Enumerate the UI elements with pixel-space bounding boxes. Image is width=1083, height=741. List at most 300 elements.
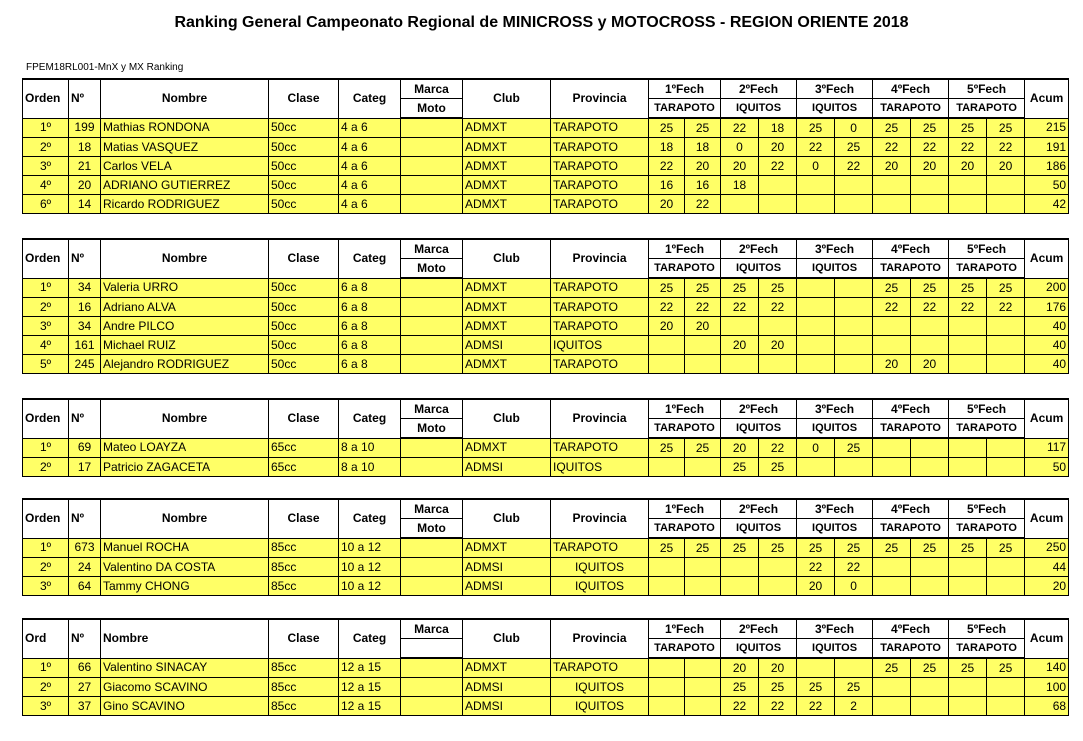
- header-orden: Orden: [23, 79, 69, 118]
- cell-points: 18: [759, 118, 797, 138]
- header-f2: 2ºFech: [721, 239, 797, 259]
- cell-club: ADMXT: [463, 317, 551, 336]
- cell-points: 20: [873, 355, 911, 374]
- header-f1loc: TARAPOTO: [649, 519, 721, 539]
- cell-club: ADMXT: [463, 157, 551, 176]
- cell-acum: 20: [1025, 577, 1069, 596]
- cell-clase: 50cc: [269, 176, 339, 195]
- cell-number: 20: [69, 176, 101, 195]
- cell-points: 25: [649, 538, 685, 558]
- cell-club: ADMSI: [463, 336, 551, 355]
- cell-categ: 4 a 6: [339, 195, 401, 214]
- cell-points: [759, 195, 797, 214]
- cell-provincia: TARAPOTO: [551, 355, 649, 374]
- cell-position: 6º: [23, 195, 69, 214]
- header-orden: Orden: [23, 499, 69, 538]
- table-row: [23, 298, 1069, 317]
- cell-points: [987, 336, 1025, 355]
- header-marca: Marca: [401, 79, 463, 99]
- header-f3: 3ºFech: [797, 499, 873, 519]
- header-f2loc: IQUITOS: [721, 519, 797, 539]
- cell-points: 18: [649, 138, 685, 157]
- header-categ: Categ: [339, 239, 401, 278]
- header-f5: 5ºFech: [949, 619, 1025, 639]
- cell-points: [835, 278, 873, 298]
- cell-position: 3º: [23, 317, 69, 336]
- header-marca: Marca: [401, 619, 463, 639]
- table-row: [23, 157, 1069, 176]
- header-nombre: Nombre: [101, 399, 269, 438]
- header-f1: 1ºFech: [649, 499, 721, 519]
- cell-points: 25: [759, 278, 797, 298]
- cell-number: 34: [69, 317, 101, 336]
- cell-clase: 50cc: [269, 278, 339, 298]
- table-row: [23, 577, 1069, 596]
- cell-points: 20: [759, 138, 797, 157]
- cell-points: 20: [911, 157, 949, 176]
- cell-points: [949, 195, 987, 214]
- cell-categ: 10 a 12: [339, 577, 401, 596]
- cell-marca: [401, 118, 463, 138]
- cell-points: 25: [685, 118, 721, 138]
- cell-clase: 85cc: [269, 538, 339, 558]
- header-provincia: Provincia: [551, 239, 649, 278]
- cell-marca: [401, 658, 463, 678]
- cell-points: [759, 355, 797, 374]
- header-f4loc: TARAPOTO: [873, 419, 949, 439]
- header-f5: 5ºFech: [949, 79, 1025, 99]
- header-f4: 4ºFech: [873, 79, 949, 99]
- header-f4loc: TARAPOTO: [873, 639, 949, 659]
- cell-acum: 40: [1025, 355, 1069, 374]
- cell-club: ADMSI: [463, 697, 551, 716]
- cell-points: 25: [835, 138, 873, 157]
- cell-acum: 100: [1025, 678, 1069, 697]
- cell-club: ADMXT: [463, 658, 551, 678]
- header-f2: 2ºFech: [721, 399, 797, 419]
- header-nombre: Nombre: [101, 239, 269, 278]
- cell-club: ADMSI: [463, 678, 551, 697]
- header-row: [23, 619, 1069, 639]
- cell-points: 22: [649, 298, 685, 317]
- header-row: [23, 499, 1069, 519]
- cell-clase: 65cc: [269, 458, 339, 477]
- cell-points: 25: [759, 458, 797, 477]
- ranking-table: [22, 78, 1069, 214]
- cell-points: 20: [649, 195, 685, 214]
- cell-provincia: TARAPOTO: [551, 538, 649, 558]
- cell-points: 25: [685, 278, 721, 298]
- header-f4loc: TARAPOTO: [873, 519, 949, 539]
- cell-categ: 10 a 12: [339, 538, 401, 558]
- header-f2loc: IQUITOS: [721, 99, 797, 119]
- cell-provincia: IQUITOS: [551, 458, 649, 477]
- cell-provincia: TARAPOTO: [551, 118, 649, 138]
- cell-points: 22: [873, 138, 911, 157]
- cell-number: 18: [69, 138, 101, 157]
- cell-points: [911, 336, 949, 355]
- header-f2loc: IQUITOS: [721, 639, 797, 659]
- cell-categ: 4 a 6: [339, 157, 401, 176]
- cell-points: 25: [873, 278, 911, 298]
- cell-points: 22: [987, 138, 1025, 157]
- cell-provincia: TARAPOTO: [551, 176, 649, 195]
- cell-number: 245: [69, 355, 101, 374]
- header-orden: Orden: [23, 399, 69, 438]
- cell-provincia: TARAPOTO: [551, 157, 649, 176]
- header-f2: 2ºFech: [721, 79, 797, 99]
- cell-marca: [401, 298, 463, 317]
- cell-name: Adriano ALVA: [101, 298, 269, 317]
- cell-points: [685, 355, 721, 374]
- cell-clase: 85cc: [269, 658, 339, 678]
- cell-points: [759, 577, 797, 596]
- cell-points: [685, 658, 721, 678]
- cell-points: [721, 317, 759, 336]
- cell-name: Andre PILCO: [101, 317, 269, 336]
- cell-points: 25: [797, 118, 835, 138]
- cell-name: Gino SCAVINO: [101, 697, 269, 716]
- cell-acum: 200: [1025, 278, 1069, 298]
- cell-points: 25: [759, 538, 797, 558]
- cell-acum: 215: [1025, 118, 1069, 138]
- cell-points: 20: [873, 157, 911, 176]
- header-f3loc: IQUITOS: [797, 519, 873, 539]
- cell-name: Mathias RONDONA: [101, 118, 269, 138]
- cell-points: [797, 176, 835, 195]
- header-provincia: Provincia: [551, 79, 649, 118]
- cell-points: 25: [987, 278, 1025, 298]
- cell-number: 673: [69, 538, 101, 558]
- header-marca: Marca: [401, 499, 463, 519]
- cell-points: 0: [835, 577, 873, 596]
- cell-marca: [401, 317, 463, 336]
- cell-points: [949, 558, 987, 577]
- cell-marca: [401, 577, 463, 596]
- cell-points: 25: [649, 278, 685, 298]
- ranking-table: [22, 498, 1069, 596]
- cell-position: 2º: [23, 558, 69, 577]
- table-row: [23, 458, 1069, 477]
- header-f5: 5ºFech: [949, 499, 1025, 519]
- header-acum: Acum: [1025, 239, 1069, 278]
- cell-points: 25: [721, 278, 759, 298]
- header-f2: 2ºFech: [721, 619, 797, 639]
- cell-points: 18: [721, 176, 759, 195]
- ranking-table: [22, 238, 1069, 374]
- cell-position: 3º: [23, 697, 69, 716]
- cell-provincia: IQUITOS: [551, 678, 649, 697]
- cell-points: 25: [797, 538, 835, 558]
- cell-points: [721, 577, 759, 596]
- cell-clase: 50cc: [269, 138, 339, 157]
- cell-clase: 50cc: [269, 118, 339, 138]
- header-club: Club: [463, 499, 551, 538]
- cell-points: [649, 336, 685, 355]
- cell-clase: 65cc: [269, 438, 339, 458]
- header-f4: 4ºFech: [873, 619, 949, 639]
- header-number: Nº: [69, 499, 101, 538]
- cell-points: 20: [685, 317, 721, 336]
- cell-points: [873, 697, 911, 716]
- cell-categ: 6 a 8: [339, 298, 401, 317]
- header-moto: Moto: [401, 419, 463, 439]
- header-f4: 4ºFech: [873, 399, 949, 419]
- cell-club: ADMXT: [463, 298, 551, 317]
- cell-points: [911, 458, 949, 477]
- cell-points: 20: [721, 157, 759, 176]
- cell-points: [835, 658, 873, 678]
- cell-points: [649, 458, 685, 477]
- cell-points: 25: [949, 118, 987, 138]
- cell-points: 22: [721, 298, 759, 317]
- cell-points: 25: [987, 118, 1025, 138]
- cell-points: 25: [949, 538, 987, 558]
- cell-points: [759, 558, 797, 577]
- cell-points: [649, 355, 685, 374]
- cell-points: [759, 317, 797, 336]
- cell-points: 18: [685, 138, 721, 157]
- cell-provincia: IQUITOS: [551, 577, 649, 596]
- cell-categ: 4 a 6: [339, 138, 401, 157]
- cell-acum: 50: [1025, 458, 1069, 477]
- table-row: [23, 195, 1069, 214]
- cell-marca: [401, 538, 463, 558]
- cell-acum: 176: [1025, 298, 1069, 317]
- cell-provincia: TARAPOTO: [551, 195, 649, 214]
- cell-points: 22: [911, 298, 949, 317]
- header-marca: Marca: [401, 399, 463, 419]
- header-provincia: Provincia: [551, 399, 649, 438]
- cell-points: [797, 355, 835, 374]
- header-f5loc: TARAPOTO: [949, 639, 1025, 659]
- cell-points: [911, 697, 949, 716]
- cell-points: [873, 336, 911, 355]
- cell-points: [987, 558, 1025, 577]
- cell-points: 25: [835, 538, 873, 558]
- cell-clase: 50cc: [269, 336, 339, 355]
- cell-points: [987, 176, 1025, 195]
- cell-points: 25: [987, 658, 1025, 678]
- cell-name: Carlos VELA: [101, 157, 269, 176]
- cell-number: 17: [69, 458, 101, 477]
- header-f3loc: IQUITOS: [797, 639, 873, 659]
- cell-points: [835, 195, 873, 214]
- header-f3: 3ºFech: [797, 399, 873, 419]
- cell-points: [987, 697, 1025, 716]
- cell-position: 1º: [23, 658, 69, 678]
- cell-marca: [401, 678, 463, 697]
- header-acum: Acum: [1025, 499, 1069, 538]
- cell-name: Ricardo RODRIGUEZ: [101, 195, 269, 214]
- header-f5: 5ºFech: [949, 399, 1025, 419]
- cell-marca: [401, 697, 463, 716]
- table-row: [23, 538, 1069, 558]
- table-row: [23, 355, 1069, 374]
- ranking-table: [22, 398, 1069, 477]
- cell-points: 22: [759, 697, 797, 716]
- cell-points: 25: [649, 118, 685, 138]
- cell-points: 22: [873, 298, 911, 317]
- cell-points: [873, 176, 911, 195]
- header-acum: Acum: [1025, 399, 1069, 438]
- cell-provincia: TARAPOTO: [551, 317, 649, 336]
- cell-provincia: TARAPOTO: [551, 298, 649, 317]
- cell-name: Valentino SINACAY: [101, 658, 269, 678]
- table-row: [23, 438, 1069, 458]
- cell-marca: [401, 458, 463, 477]
- cell-points: [797, 458, 835, 477]
- header-provincia: Provincia: [551, 619, 649, 658]
- header-f1: 1ºFech: [649, 619, 721, 639]
- header-clase: Clase: [269, 79, 339, 118]
- header-row: [23, 239, 1069, 259]
- cell-points: 25: [721, 538, 759, 558]
- cell-points: [835, 317, 873, 336]
- cell-points: 25: [649, 438, 685, 458]
- cell-points: [949, 438, 987, 458]
- cell-clase: 50cc: [269, 317, 339, 336]
- table-row: [23, 138, 1069, 157]
- cell-points: [685, 577, 721, 596]
- header-row: [23, 79, 1069, 99]
- header-f2loc: IQUITOS: [721, 419, 797, 439]
- cell-number: 24: [69, 558, 101, 577]
- cell-categ: 12 a 15: [339, 658, 401, 678]
- cell-points: 20: [987, 157, 1025, 176]
- cell-points: [649, 697, 685, 716]
- cell-points: [873, 317, 911, 336]
- table-row: [23, 558, 1069, 577]
- cell-number: 27: [69, 678, 101, 697]
- table-row: [23, 176, 1069, 195]
- cell-points: [649, 577, 685, 596]
- cell-marca: [401, 176, 463, 195]
- cell-points: [797, 195, 835, 214]
- header-f3: 3ºFech: [797, 619, 873, 639]
- cell-points: 2: [835, 697, 873, 716]
- cell-points: 22: [685, 298, 721, 317]
- cell-provincia: IQUITOS: [551, 336, 649, 355]
- header-f1loc: TARAPOTO: [649, 259, 721, 279]
- table-row: [23, 697, 1069, 716]
- cell-acum: 117: [1025, 438, 1069, 458]
- cell-marca: [401, 355, 463, 374]
- cell-clase: 50cc: [269, 195, 339, 214]
- header-acum: Acum: [1025, 619, 1069, 658]
- cell-points: [835, 298, 873, 317]
- cell-points: 25: [835, 678, 873, 697]
- cell-points: 20: [649, 317, 685, 336]
- cell-points: [911, 317, 949, 336]
- header-acum: Acum: [1025, 79, 1069, 118]
- cell-number: 21: [69, 157, 101, 176]
- cell-acum: 140: [1025, 658, 1069, 678]
- cell-points: 25: [721, 678, 759, 697]
- cell-points: 22: [835, 558, 873, 577]
- cell-points: [797, 278, 835, 298]
- cell-points: [873, 558, 911, 577]
- header-club: Club: [463, 79, 551, 118]
- cell-points: 20: [797, 577, 835, 596]
- cell-points: [911, 438, 949, 458]
- table-row: [23, 658, 1069, 678]
- cell-points: 22: [797, 138, 835, 157]
- cell-marca: [401, 157, 463, 176]
- header-orden: Orden: [23, 239, 69, 278]
- cell-name: Patricio ZAGACETA: [101, 458, 269, 477]
- cell-position: 2º: [23, 298, 69, 317]
- cell-points: [911, 678, 949, 697]
- header-nombre: Nombre: [101, 79, 269, 118]
- header-f3loc: IQUITOS: [797, 99, 873, 119]
- cell-points: 25: [759, 678, 797, 697]
- header-f5loc: TARAPOTO: [949, 259, 1025, 279]
- cell-points: [685, 458, 721, 477]
- cell-points: 25: [873, 658, 911, 678]
- header-f1loc: TARAPOTO: [649, 99, 721, 119]
- header-f5: 5ºFech: [949, 239, 1025, 259]
- cell-number: 37: [69, 697, 101, 716]
- cell-points: [873, 195, 911, 214]
- cell-points: 25: [873, 118, 911, 138]
- cell-acum: 250: [1025, 538, 1069, 558]
- cell-points: 20: [759, 336, 797, 355]
- cell-points: 16: [685, 176, 721, 195]
- cell-number: 34: [69, 278, 101, 298]
- cell-points: [911, 577, 949, 596]
- cell-points: [685, 336, 721, 355]
- cell-points: 25: [987, 538, 1025, 558]
- cell-name: Mateo LOAYZA: [101, 438, 269, 458]
- cell-acum: 68: [1025, 697, 1069, 716]
- cell-points: [797, 658, 835, 678]
- header-clase: Clase: [269, 239, 339, 278]
- cell-position: 3º: [23, 157, 69, 176]
- cell-marca: [401, 336, 463, 355]
- cell-position: 1º: [23, 278, 69, 298]
- cell-points: [949, 317, 987, 336]
- header-categ: Categ: [339, 399, 401, 438]
- cell-position: 2º: [23, 458, 69, 477]
- cell-position: 4º: [23, 336, 69, 355]
- header-f2loc: IQUITOS: [721, 259, 797, 279]
- cell-clase: 85cc: [269, 678, 339, 697]
- cell-points: [721, 558, 759, 577]
- cell-points: 0: [797, 438, 835, 458]
- cell-position: 2º: [23, 138, 69, 157]
- cell-acum: 186: [1025, 157, 1069, 176]
- cell-points: 25: [911, 658, 949, 678]
- cell-name: Alejandro RODRIGUEZ: [101, 355, 269, 374]
- cell-position: 1º: [23, 118, 69, 138]
- header-f1: 1ºFech: [649, 79, 721, 99]
- cell-points: 25: [949, 658, 987, 678]
- cell-club: ADMXT: [463, 118, 551, 138]
- table-row: [23, 118, 1069, 138]
- header-f4loc: TARAPOTO: [873, 99, 949, 119]
- cell-club: ADMXT: [463, 138, 551, 157]
- cell-points: [949, 176, 987, 195]
- cell-clase: 50cc: [269, 157, 339, 176]
- cell-provincia: IQUITOS: [551, 697, 649, 716]
- table-row: [23, 317, 1069, 336]
- cell-points: [949, 678, 987, 697]
- cell-marca: [401, 278, 463, 298]
- cell-points: [797, 336, 835, 355]
- header-f3: 3ºFech: [797, 239, 873, 259]
- header-categ: Categ: [339, 619, 401, 658]
